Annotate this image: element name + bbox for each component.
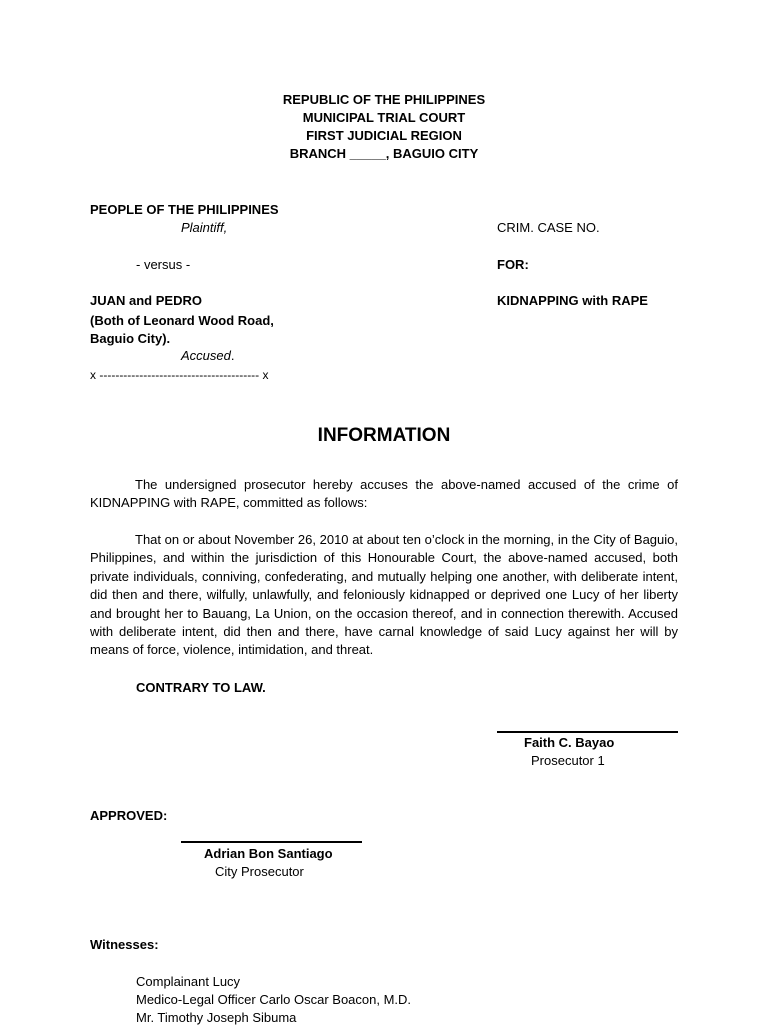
contrary-to-law: CONTRARY TO LAW. <box>136 680 266 695</box>
witness-item: Medico-Legal Officer Carlo Oscar Boacon, M.D. <box>136 992 412 1007</box>
document-title: INFORMATION <box>317 425 451 446</box>
caption-separator: x ---------------------------------------- x <box>90 368 269 382</box>
accused-address-line2: Baguio City). <box>90 331 171 346</box>
plaintiff-name: PEOPLE OF THE PHILIPPINES <box>90 202 279 217</box>
header-republic: REPUBLIC OF THE PHILIPPINES <box>282 92 486 107</box>
accused-address-line1: (Both of Leonard Wood Road, <box>90 313 274 328</box>
plaintiff-role: Plaintiff, <box>181 220 228 235</box>
header-branch: BRANCH _____, BAGUIO CITY <box>289 146 479 161</box>
approved-label: APPROVED: <box>90 808 168 823</box>
witness-item: Complainant Lucy <box>136 974 241 989</box>
approver-signature-line <box>181 841 362 843</box>
prosecutor-signature-line <box>497 731 678 733</box>
approver-name: Adrian Bon Santiago <box>204 846 333 861</box>
court-header <box>0 91 768 163</box>
prosecutor-title: Prosecutor 1 <box>531 753 605 768</box>
case-number-label: CRIM. CASE NO. <box>497 220 600 235</box>
accused-name: JUAN and PEDRO <box>90 293 202 308</box>
intro-paragraph: The undersigned prosecutor hereby accuses the above-named accused of the crime of KIDNAPPING with RAPE, committed as follows: <box>90 477 678 511</box>
for-label: FOR: <box>497 257 529 272</box>
offense-label: KIDNAPPING with RAPE <box>497 293 648 308</box>
header-region: FIRST JUDICIAL REGION <box>306 128 462 143</box>
approver-title: City Prosecutor <box>215 864 304 879</box>
witnesses-label: Witnesses: <box>90 937 159 952</box>
versus-label: - versus - <box>136 257 191 272</box>
witness-item: Mr. Timothy Joseph Sibuma <box>136 1010 297 1025</box>
accused-role-suffix: . <box>230 348 235 363</box>
header-court: MUNICIPAL TRIAL COURT <box>302 110 466 125</box>
body-paragraph: That on or about November 26, 2010 at about ten o’clock in the morning, in the City of Baguio, Philippines, and within the jurisdiction of this Honourable Court, the above-named accused, both private individuals, conniving, confederating, and mutually helping one another, with deliberate intent, did then and there, wilfully, unlawfully, and feloniously kidnapped or deprived one Lucy of her liberty and brought her to Bauang, La Union, on the occasion thereof, and in connection therewith. Accused with deliberate intent, did then and there, have carnal knowledge of said Lucy against her will by means of force, violence, intimidation, and threat. <box>90 532 678 658</box>
accused-role <box>181 347 235 365</box>
prosecutor-name: Faith C. Bayao <box>524 735 615 750</box>
accused-role-text: Accused <box>181 348 231 363</box>
